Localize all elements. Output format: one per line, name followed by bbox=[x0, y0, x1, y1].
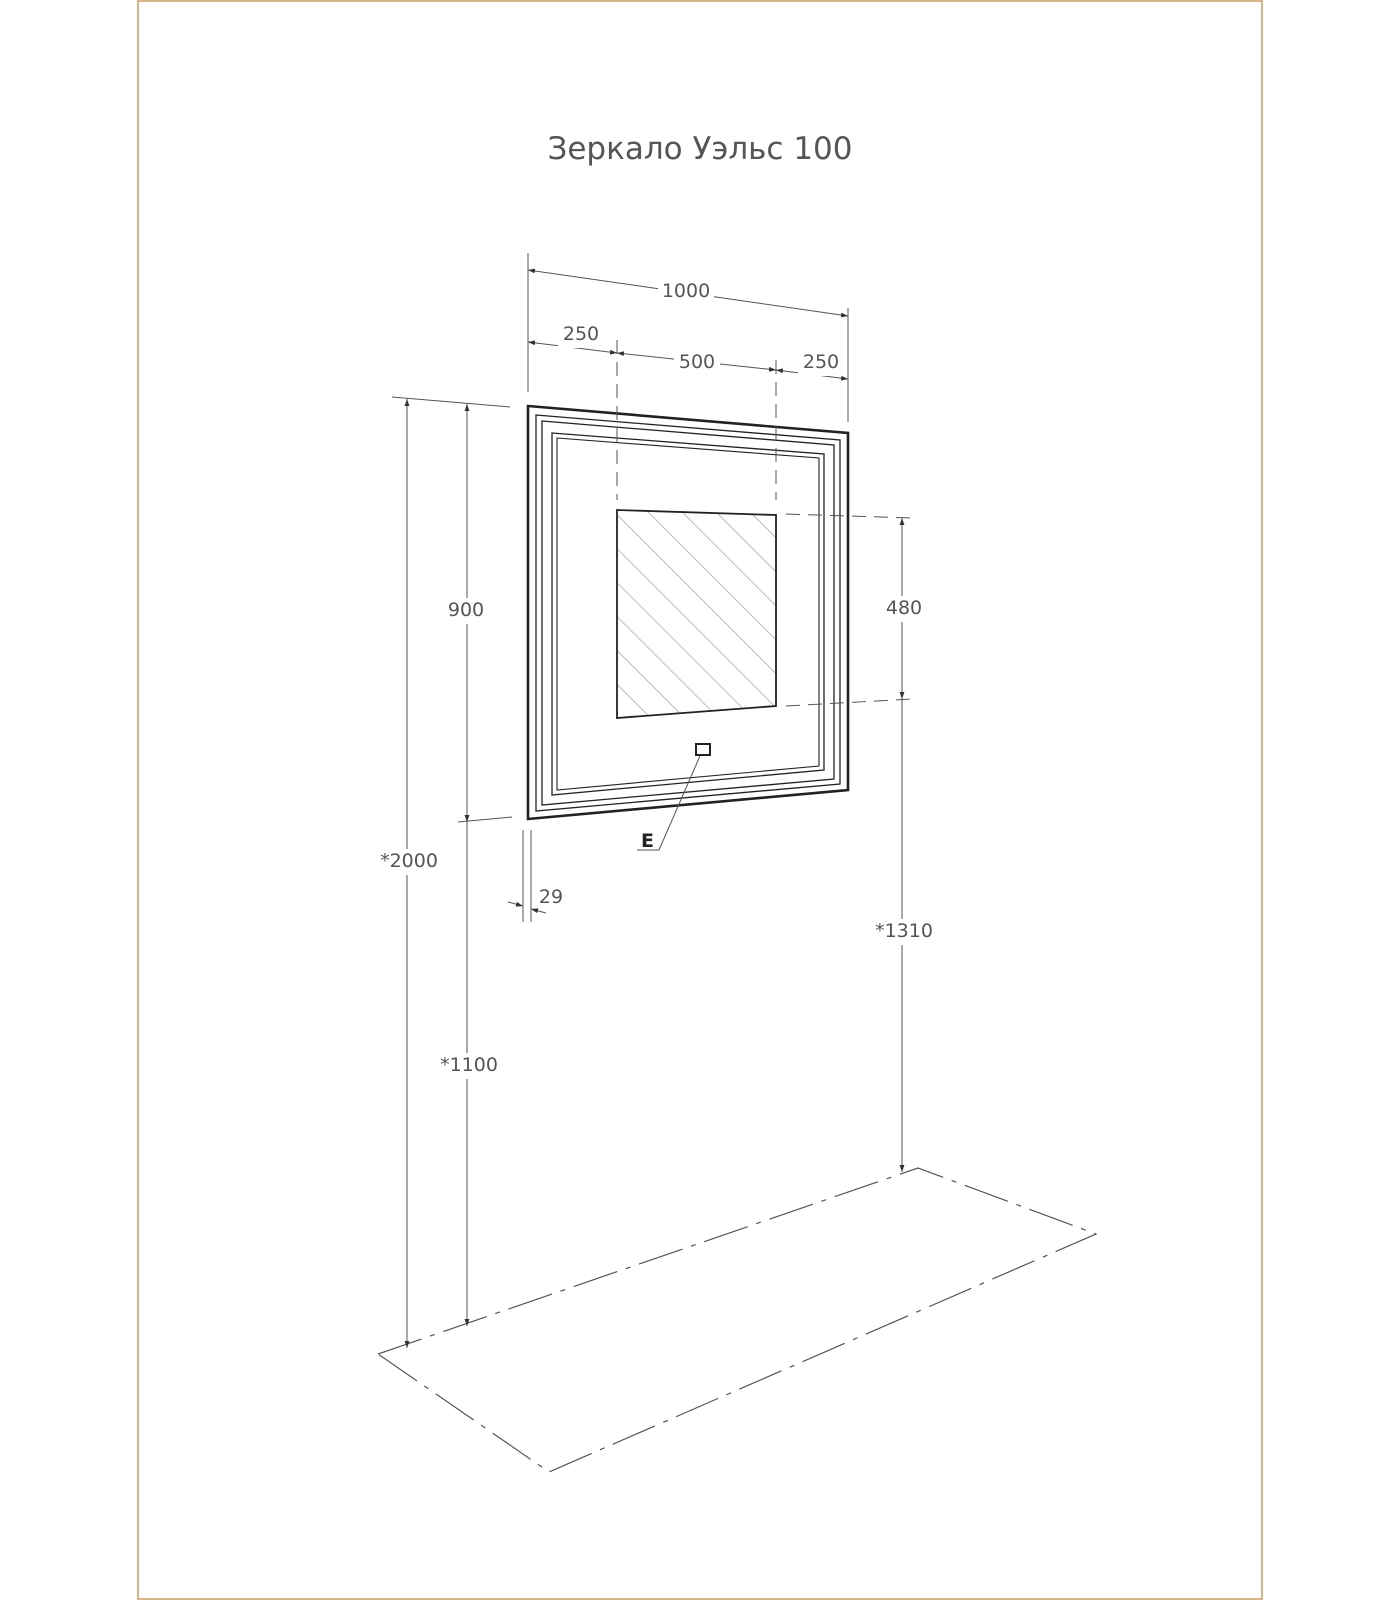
dim-bottom-height: *1100 bbox=[440, 1054, 498, 1076]
page-border bbox=[138, 1, 1262, 1599]
lamp-panel bbox=[617, 510, 776, 718]
dim-height: 900 bbox=[447, 599, 485, 621]
dim-top-height: *2000 bbox=[380, 850, 438, 872]
ext-line-top-left bbox=[392, 397, 510, 407]
dim-total-width: 1000 bbox=[661, 280, 711, 302]
switch-label: E bbox=[641, 830, 654, 852]
dim-depth: 29 bbox=[538, 886, 564, 908]
dim-center-width: 500 bbox=[678, 351, 716, 373]
drawing-title: Зеркало Уэльс 100 bbox=[547, 131, 853, 167]
touch-switch-icon bbox=[696, 744, 710, 755]
dim-lamp-elevation: *1310 bbox=[875, 920, 933, 942]
dim-line-depth-a bbox=[508, 902, 523, 906]
dim-line-depth-b bbox=[531, 909, 546, 913]
dim-lamp-height: 480 bbox=[885, 597, 923, 619]
dim-side-left: 250 bbox=[562, 323, 600, 345]
ext-line-bottom-left bbox=[458, 817, 512, 822]
floor-outline bbox=[378, 1168, 1096, 1472]
dim-side-right: 250 bbox=[802, 351, 840, 373]
